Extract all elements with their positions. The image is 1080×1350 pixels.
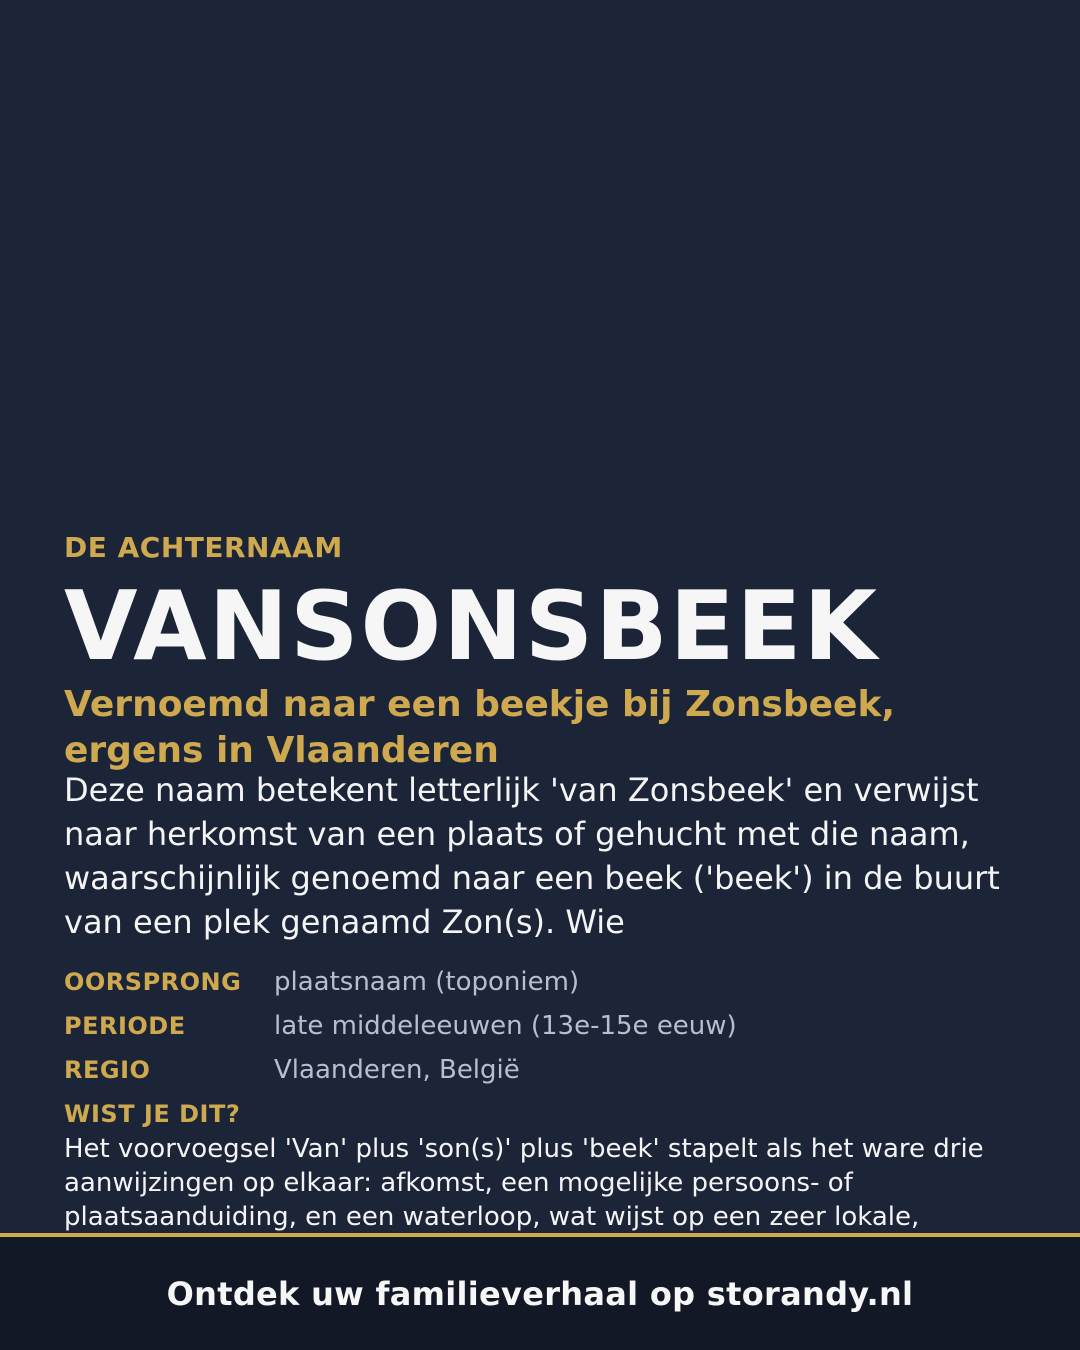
fact-value: plaatsnaam (toponiem) [274,967,580,997]
facts-list [64,960,737,1092]
did-you-know-label: WIST JE DIT? [64,1100,241,1128]
fact-label: OORSPRONG [64,968,242,996]
surname-card [64,0,1016,1233]
surname-subtitle: Vernoemd naar een beekje bij Zonsbeek, ergens in Vlaanderen [64,684,896,771]
fact-row-region [64,1048,737,1092]
fact-label: REGIO [64,1056,151,1084]
footer-bar [0,1237,1080,1350]
fact-row-origin [64,960,737,1004]
fact-value: late middeleeuwen (13e-15e eeuw) [274,1011,737,1041]
surname-description: Deze naam betekent letterlijk 'van Zonsbeek' en verwijst naar herkomst van een plaats of gehucht met die naam, waarschijnlijk genoemd naar een beek ('beek') in de buurt van een plek genaamd Zon(s). Wie [64,771,1000,941]
surname-title: VANSONSBEEK [64,572,880,682]
did-you-know-text: Het voorvoegsel 'Van' plus 'son(s)' plus 'beek' stapelt als het ware drie aanwijzingen op elkaar: afkomst, een mogelijke persoons- of plaatsaanduiding, en een waterloop, wat wijst op een zeer lokale, [64,1134,984,1232]
footer-cta-link[interactable]: Ontdek uw familieverhaal op storandy.nl [166,1274,914,1313]
fact-row-period [64,1004,737,1048]
fact-value: Vlaanderen, België [274,1055,520,1085]
eyebrow-label: DE ACHTERNAAM [64,531,343,564]
fact-label: PERIODE [64,1012,186,1040]
